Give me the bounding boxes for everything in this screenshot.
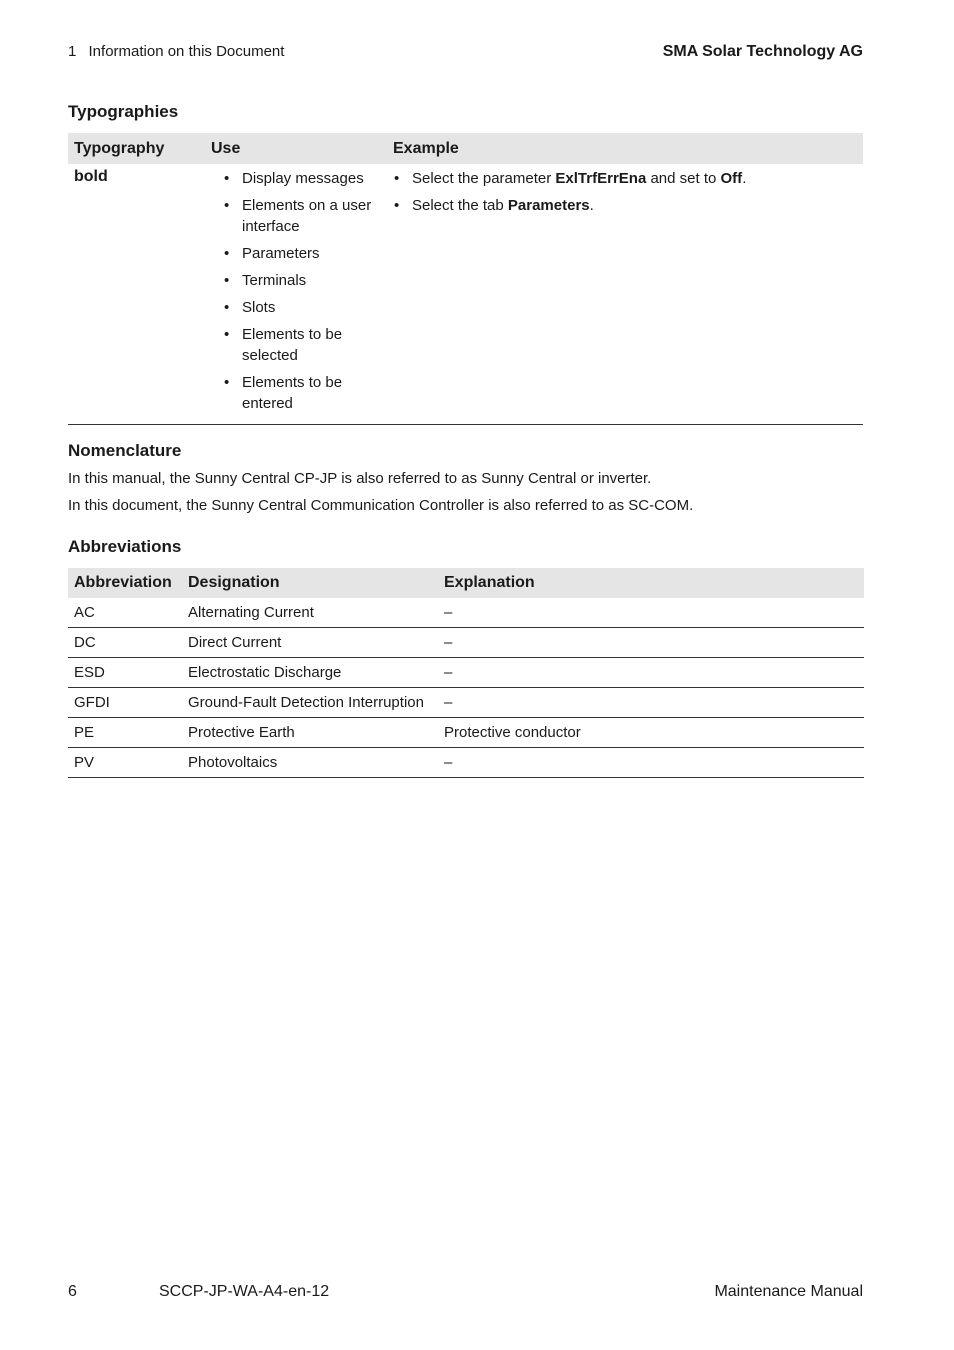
example-bold: Parameters [507, 197, 590, 214]
document-code: SCCP-JP-WA-A4-en-12 [159, 1283, 330, 1300]
list-item [393, 195, 857, 216]
column-header: Use [205, 133, 387, 164]
column-header: Designation [182, 568, 438, 598]
designation-cell: Direct Current [182, 628, 438, 658]
list-item: • Elements to be entered [211, 372, 381, 414]
explanation-cell: – [438, 598, 864, 628]
example-cell [387, 164, 863, 425]
abbreviations-heading: Abbreviations [68, 537, 182, 556]
example-text: Select the tab [412, 197, 508, 214]
explanation-cell: – [438, 688, 864, 718]
abbreviation-cell: GFDI [68, 688, 182, 718]
explanation-cell: – [438, 628, 864, 658]
table-row [68, 688, 864, 718]
list-item: • Slots [211, 297, 381, 318]
abbreviation-cell: PV [68, 748, 182, 778]
column-header: Typography [68, 133, 205, 164]
explanation-cell: – [438, 658, 864, 688]
company-name: SMA Solar Technology AG [662, 43, 863, 60]
use-list [211, 168, 381, 414]
example-text: . [589, 197, 594, 214]
table-row [68, 748, 864, 778]
designation-cell: Ground-Fault Detection Interruption [182, 688, 438, 718]
column-header: Explanation [438, 568, 864, 598]
nomenclature-heading: Nomenclature [68, 441, 182, 460]
explanation-cell: – [438, 748, 864, 778]
use-cell [205, 164, 387, 425]
typographies-table [68, 133, 863, 425]
column-header: Example [387, 133, 863, 164]
typography-cell: bold [74, 168, 108, 185]
manual-type: Maintenance Manual [714, 1283, 863, 1300]
designation-cell: Protective Earth [182, 718, 438, 748]
page-header [68, 43, 863, 61]
example-bold: ExlTrfErrEna [555, 170, 647, 187]
example-text: Select the parameter [412, 170, 556, 187]
example-list [393, 168, 857, 216]
chapter-title: Information on this Document [88, 43, 285, 60]
nomenclature-paragraph: In this document, the Sunny Central Communication Controller is also referred to as SC-COM. [68, 497, 694, 514]
table-row [68, 628, 864, 658]
nomenclature-paragraph: In this manual, the Sunny Central CP-JP is also referred to as Sunny Central or inverter. [68, 470, 652, 487]
abbreviation-cell: AC [68, 598, 182, 628]
table-row [68, 658, 864, 688]
designation-cell: Electrostatic Discharge [182, 658, 438, 688]
abbreviation-cell: PE [68, 718, 182, 748]
table-row [68, 598, 864, 628]
list-item: • Elements to be selected [211, 324, 381, 366]
abbreviations-table [68, 568, 864, 778]
designation-cell: Alternating Current [182, 598, 438, 628]
list-item [393, 168, 857, 189]
list-item: • Terminals [211, 270, 381, 291]
chapter-heading [68, 43, 284, 60]
example-text: and set to [646, 170, 721, 187]
page-number: 6 [68, 1283, 77, 1300]
list-item: • Elements on a user interface [211, 195, 381, 237]
abbreviation-cell: ESD [68, 658, 182, 688]
example-bold: Off [720, 170, 743, 187]
table-header-row [68, 133, 863, 164]
list-item: • Display messages [211, 168, 381, 189]
column-header: Abbreviation [68, 568, 182, 598]
abbreviation-cell: DC [68, 628, 182, 658]
designation-cell: Photovoltaics [182, 748, 438, 778]
chapter-number: 1 [68, 43, 77, 60]
typographies-heading: Typographies [68, 102, 179, 121]
list-item: • Parameters [211, 243, 381, 264]
example-text: . [742, 170, 747, 187]
table-row [68, 718, 864, 748]
explanation-cell: Protective conductor [438, 718, 864, 748]
table-header-row [68, 568, 864, 598]
table-row [68, 164, 863, 425]
